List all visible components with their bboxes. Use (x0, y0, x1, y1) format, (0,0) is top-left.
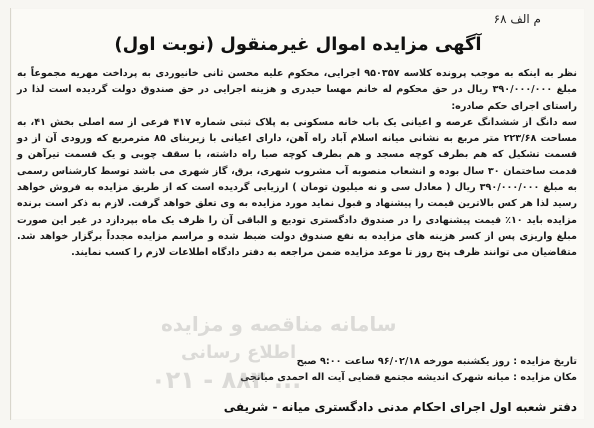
auction-place-value: میانه شهرک اندیشه مجتمع قضایی آیت اله احمدی میانجی (240, 372, 510, 384)
auction-place-label: مکان مزایده : (513, 372, 577, 384)
auction-date-row (17, 354, 577, 370)
watermark-line-1: سامانه مناقصه و مزایده (161, 312, 397, 336)
ad-paragraph-intro: نظر به اینکه به موجب پرونده کلاسه ۹۵۰۳۵۷ اجرایی، محکوم علیه محسن ثانی خانیوردی به پرداخت مهریه مجموعاً به مبلغ ۳۹۰/۰۰۰/۰۰۰ ریال در حق محکوم له خانم مهسا حیدری و هزینه اجرایی در حق صندوق دولت گردیده است لذا در راستای اجرای حکم صادره: (17, 68, 577, 112)
ad-body (17, 66, 577, 262)
auction-date-label: تاریخ مزایده : (513, 356, 577, 367)
watermark-line-2: اطلاع رسانی (181, 342, 297, 363)
ad-reference-number: م الف ۶۸ (493, 12, 541, 26)
watermark (91, 294, 451, 404)
watermark-phone: ۰۲۱ - ۸۸۳ ... (151, 366, 302, 394)
ad-title: آگهی مزایده اموال غیرمنقول (نوبت اول) (114, 34, 482, 55)
auction-place-row (17, 370, 577, 386)
ad-footer-signature: دفتر شعبه اول اجرای احکام مدنی دادگستری میانه - شریفی (223, 400, 577, 414)
ad-paragraph-property: سه دانگ از ششدانگ عرصه و اعیانی یک باب خانه مسکونی به پلاک ثبتی شماره ۴۱۷ فرعی از سه اصلی بخش ۴۱، به مساحت ۲۲۳/۶۸ متر مربع به نشانی میانه اسلام آباد راه آهن، دارای اعیانی با زیربنای ۸۵ مترمربع که ورودی آن از دو قسمت تشکیل که هم بطرف کوچه مسجد و هم بطرف کوچه صبا راه داشته، با سقف چوبی و یک قسمت تیرآهن و قدمت ساختمان ۳۰ سال بوده و انشعاب منصوبه آب مشروب شهری، برق، گاز شهری می باشد توسط کارشناس رسمی به مبلغ ۳۹۰/۰۰۰/۰۰۰ ریال ( معادل سی و نه میلیون تومان ) ارزیابی گردیده است که از طریق مزایده به فروش خواهد رسید لذا هر کس بالاترین قیمت را پیشنهاد و قبول نماید مورد مزایده به وی تعلق خواهد گرفت. لازم به ذکر است برنده مزایده باید ۱۰٪ قیمت پیشنهادی را در صندوق دادگستری تودیع و الباقی آن را ظرف یک ماه بپردازد در غیر این صورت مبلغ واریزی پس از کسر هزینه های مزایده به نفع صندوق دولت ضبط شده و مراسم مزایده مجدداً برگزار خواهد شد. متقاضیان می توانند ظرف پنج روز تا موعد مزایده ضمن مراجعه به دفتر دادگاه اطلاعات لازم را کسب نمایند. (17, 116, 577, 259)
auction-details (17, 354, 577, 387)
auction-date-value: روز یکشنبه مورخه ۹۶/۰۲/۱۸ ساعت ۹:۰۰ صبح (296, 356, 510, 367)
newspaper-clipping (10, 8, 585, 420)
